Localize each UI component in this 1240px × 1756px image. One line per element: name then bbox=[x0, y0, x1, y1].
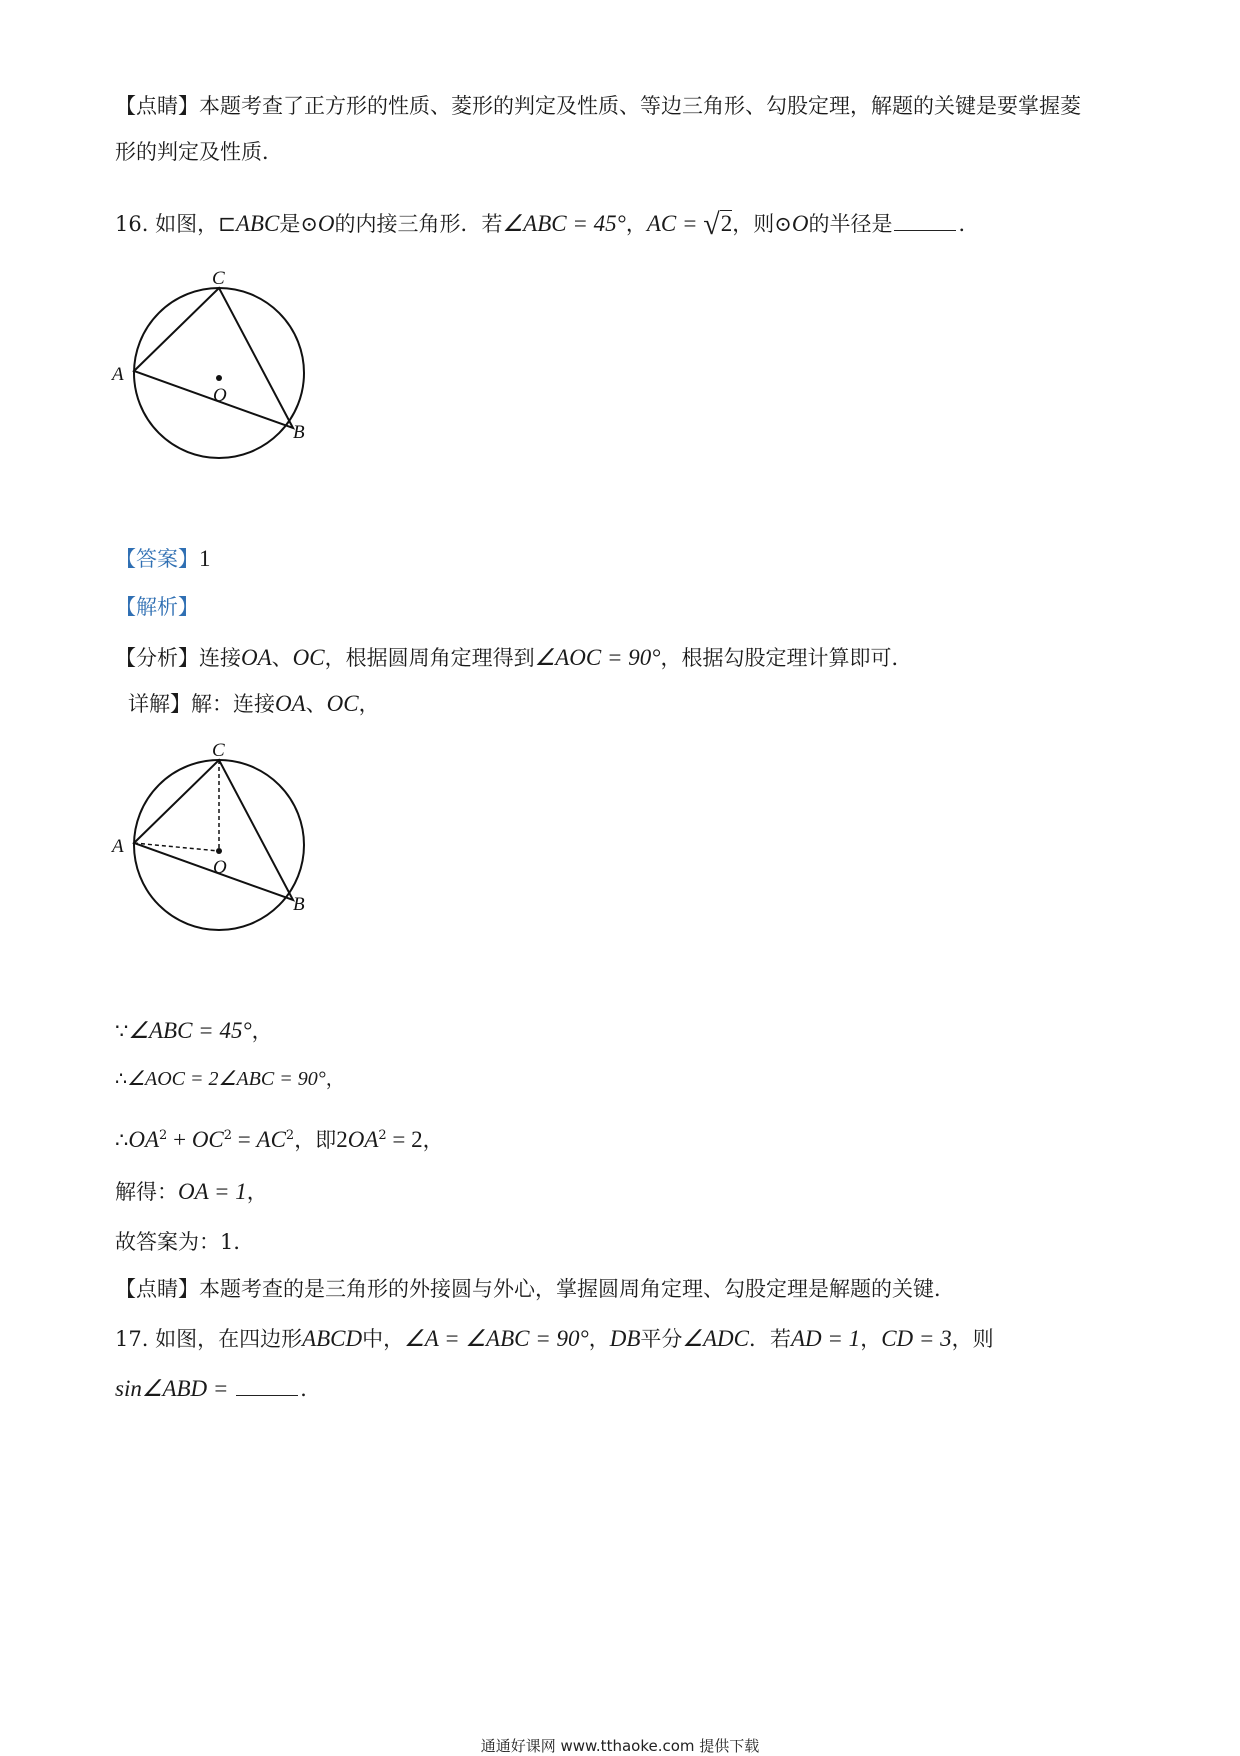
analysis-line: 【分析】连接OA、OC，根据圆周角定理得到∠AOC = 90°，根据勾股定理计算即可． bbox=[115, 645, 913, 670]
question-16: 16. 如图，⊏ABC是⊙O的内接三角形．若∠ABC = 45°，AC = √2，则⊙O的半径是 ． bbox=[115, 208, 980, 241]
svg-text:A: A bbox=[112, 364, 124, 385]
svg-text:B: B bbox=[293, 894, 305, 915]
analysis-tag: 【解析】 bbox=[115, 595, 199, 619]
conclusion-line: 【点睛】本题考查的是三角形的外接圆与外心，掌握圆周角定理、勾股定理是解题的关键． bbox=[115, 1277, 955, 1301]
step-4: 解得：OA = 1， bbox=[115, 1179, 268, 1204]
svg-text:O: O bbox=[213, 857, 227, 878]
question-17-line-2: sin∠ABD = ． bbox=[115, 1376, 322, 1401]
intro-line-2: 形的判定及性质． bbox=[115, 140, 283, 164]
footer-credit: 通通好课网 www.tthaoke.com 提供下载 bbox=[480, 1737, 760, 1755]
svg-text:O: O bbox=[213, 385, 227, 406]
answer-blank-17 bbox=[236, 1375, 298, 1396]
step-1: ∵∠ABC = 45°， bbox=[115, 1018, 273, 1043]
svg-text:B: B bbox=[293, 422, 305, 443]
step-2: ∴∠AOC = 2∠ABC = 90°， bbox=[115, 1068, 345, 1090]
svg-text:C: C bbox=[212, 740, 225, 761]
answer-line: 【答案】1 bbox=[115, 546, 211, 571]
step-5: 故答案为：1． bbox=[115, 1230, 255, 1254]
detail-line: 详解】解：连接OA、OC， bbox=[128, 691, 380, 716]
figure-circle-triangle bbox=[110, 268, 320, 478]
svg-text:A: A bbox=[112, 836, 124, 857]
figure-circle-triangle-solution bbox=[110, 740, 320, 950]
svg-text:C: C bbox=[212, 268, 225, 289]
question-17: 17. 如图，在四边形ABCD中，∠A = ∠ABC = 90°，DB平分∠ADC．若AD = 1，CD = 3，则 bbox=[115, 1326, 994, 1351]
intro-line-1: 【点睛】本题考查了正方形的性质、菱形的判定及性质、等边三角形、勾股定理，解题的关键是要掌握菱 bbox=[115, 94, 1081, 118]
step-3: $\therefore OA^2 + OC^2 = AC^2$，即$2OA^2 = 2$， bbox=[115, 1127, 444, 1152]
answer-blank bbox=[894, 210, 956, 231]
